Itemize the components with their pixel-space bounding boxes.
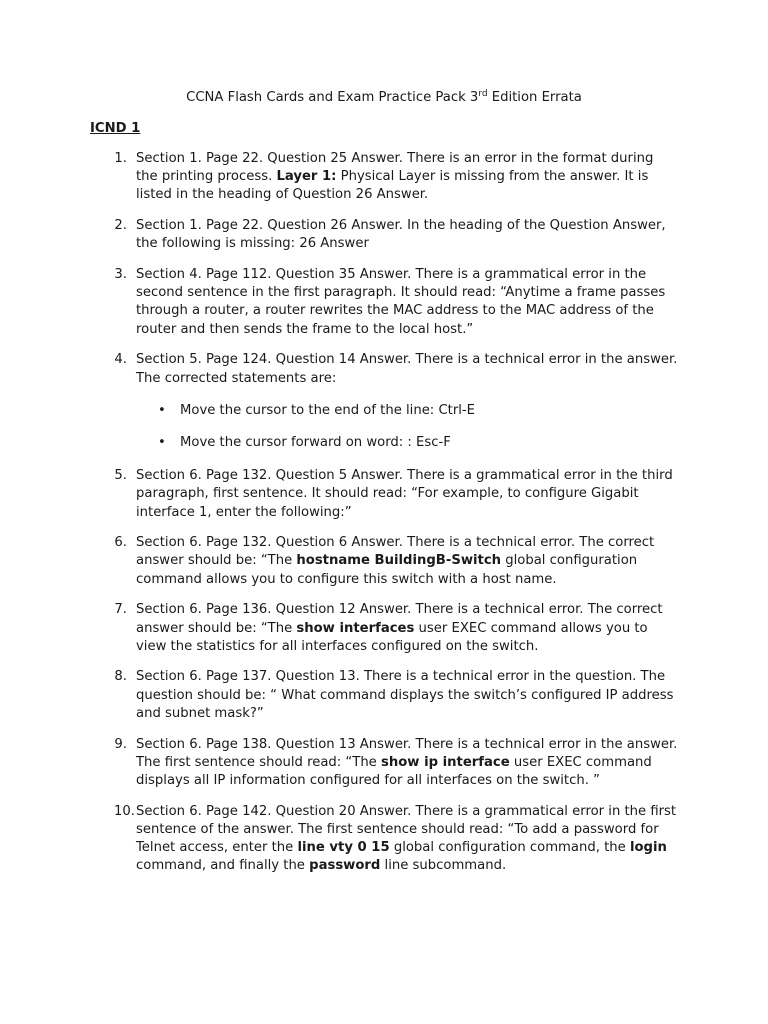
item-text: Physical Layer is missing from the answer. It is listed in the heading of Question 26 Answer. — [136, 169, 649, 203]
item-text: Section 6. Page 132. Question 5 Answer. There is a grammatical error in the third paragraph, first sentence. It should read: “For example, to configure Gigabit interface 1, enter the following:” — [136, 468, 673, 520]
item-number: 6. — [114, 535, 127, 551]
list-item — [0, 668, 768, 723]
bullet-icon: • — [158, 435, 166, 451]
item-text: Section 6. Page 136. Question 12 Answer. There is a technical error. The correct answer should be: “The — [136, 602, 663, 636]
bullet-text: Move the cursor to the end of the line: Ctrl-E — [180, 402, 475, 418]
item-number: 1. — [114, 151, 127, 166]
title-main: CCNA Flash Cards and Exam Practice Pack 3 — [186, 90, 479, 105]
list-item — [0, 534, 768, 589]
item-text: global configuration command, the — [389, 840, 630, 856]
bullet-icon: • — [158, 402, 166, 418]
bullet-item — [136, 402, 678, 420]
item-text: Section 5. Page 124. Question 14 Answer. There is a technical error in the answer. The corrected statements are: — [136, 352, 678, 386]
item-text: Section 6. Page 142. Question 20 Answer. There is a grammatical error in the first sentence of the answer. The first sentence should read: “To add a password for Telnet access, enter the — [136, 803, 677, 856]
item-bold-text: line vty 0 15 — [297, 840, 390, 856]
item-text: Section 6. Page 138. Question 13 Answer. There is a technical error in the answer. The first sentence should read: “The — [136, 736, 678, 770]
list-item — [0, 351, 768, 452]
item-text: Section 6. Page 137. Question 13. There is a technical error in the question. The question should be: “ What command displays the switch’s configured IP address and subnet mask?” — [136, 669, 674, 721]
item-number: 8. — [114, 669, 127, 685]
item-number: 7. — [114, 602, 127, 618]
bullet-list — [136, 402, 678, 453]
item-number: 3. — [114, 267, 127, 283]
title-superscript: rd — [478, 89, 488, 99]
item-bold-text: login — [629, 840, 667, 856]
section-heading: ICND 1 — [90, 121, 141, 136]
list-item — [0, 266, 768, 339]
bullet-text: Move the cursor forward on word: : Esc-F — [180, 435, 451, 451]
item-text: user EXEC command allows you to view the statistics for all interfaces configured on the switch. — [136, 620, 648, 654]
item-text: Section 1. Page 22. Question 25 Answer. There is an error in the format during the printing process. — [136, 151, 654, 185]
item-bold-text: show ip interface — [381, 754, 510, 770]
item-text: line subcommand. — [380, 858, 507, 874]
item-text: command, and finally the — [136, 858, 310, 874]
list-item — [0, 467, 768, 522]
item-bold-text: show interfaces — [296, 620, 415, 636]
item-number: 4. — [114, 352, 127, 368]
item-bold-text: password — [309, 858, 381, 874]
item-text: Section 6. Page 132. Question 6 Answer. There is a technical error. The correct answer should be: “The — [136, 535, 655, 569]
list-item — [0, 601, 768, 656]
item-number: 10. — [114, 803, 135, 819]
item-text: Section 4. Page 112. Question 35 Answer. There is a grammatical error in the second sentence in the first paragraph. It should read: “Anytime a frame passes through a router, a router rewrites the MAC address to the MAC address of the router and then sends the frame to the local host.” — [136, 267, 666, 337]
errata-list — [0, 150, 768, 888]
list-item — [0, 736, 768, 791]
item-number: 9. — [114, 736, 127, 752]
item-number: 2. — [114, 218, 127, 234]
list-item — [0, 217, 768, 253]
item-number: 5. — [114, 468, 127, 484]
list-item — [0, 803, 768, 876]
title-tail: Edition Errata — [487, 90, 582, 105]
list-item — [0, 150, 768, 205]
item-bold-text: hostname BuildingB-Switch — [296, 553, 502, 569]
item-bold-text: Layer 1: — [276, 169, 337, 185]
item-text: global configuration command allows you to configure this switch with a host name. — [136, 553, 638, 587]
bullet-item — [136, 434, 678, 452]
item-text: Section 1. Page 22. Question 26 Answer. In the heading of the Question Answer, the following is missing: 26 Answer — [136, 218, 666, 252]
document-title — [0, 89, 768, 107]
item-text: user EXEC command displays all IP information configured for all interfaces on the switch. ” — [136, 754, 652, 788]
